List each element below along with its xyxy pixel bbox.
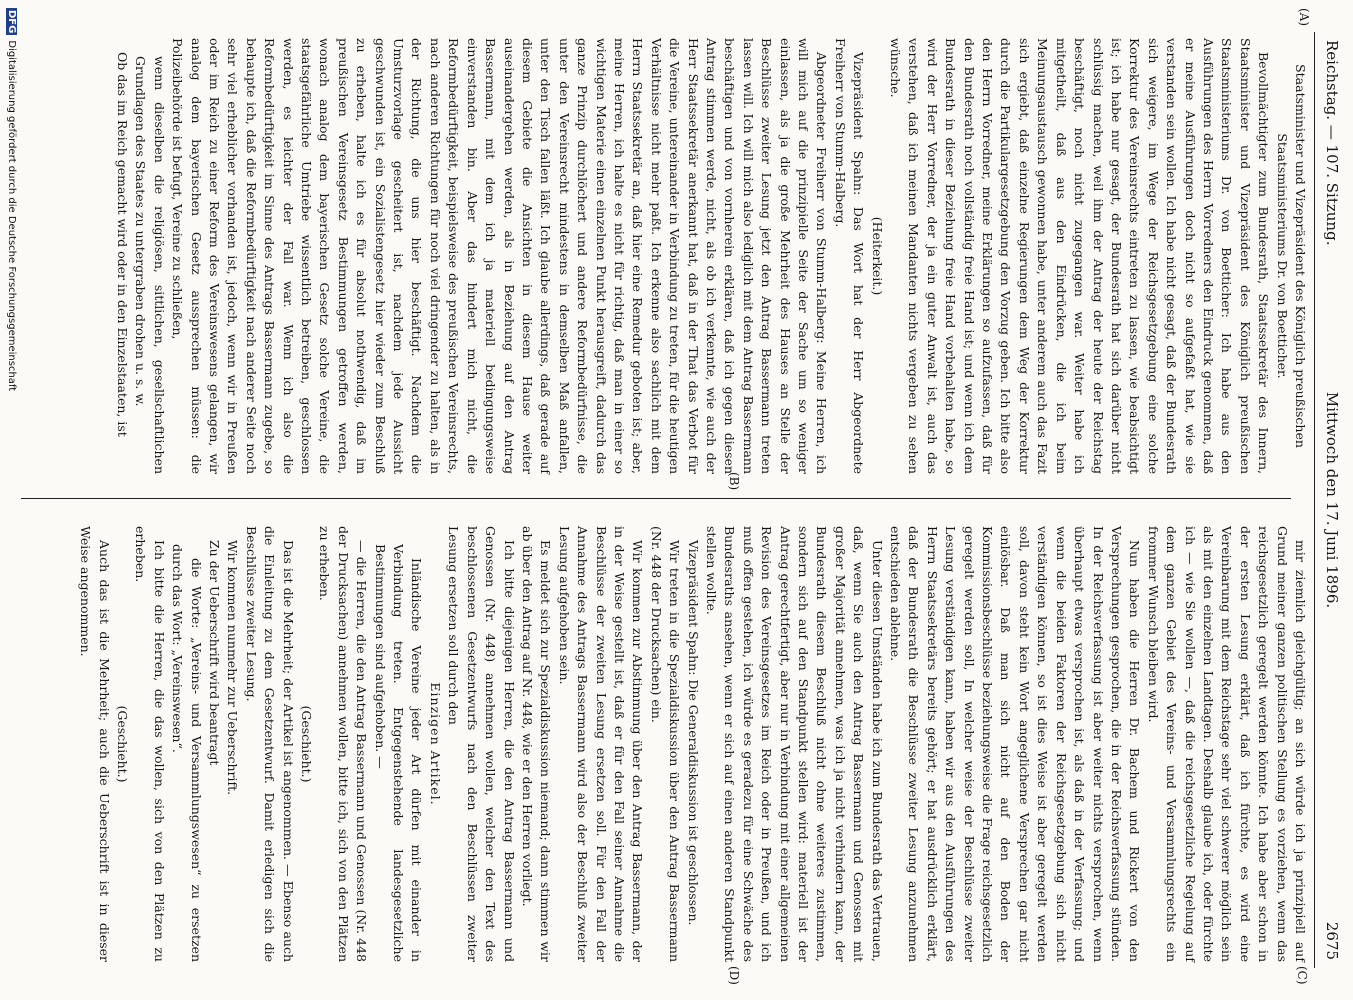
paragraph: Wir treten in die Spezialdiskussion über den Antrag Bassermann (Nr. 448 der Drucksachen) ein. [648, 526, 683, 962]
running-header [1317, 40, 1343, 960]
article-heading: Einzigen Artikel. [427, 682, 443, 806]
funding-footer [3, 8, 17, 988]
paragraph: — die Herren, die den Antrag Bassermann und Genossen (Nr. 448 der Drucksachen) annehmen wollen, bitte ich, sich von den Plätzen zu erheben. [317, 526, 370, 962]
paragraph: Wir kommen zur Abstimmung über den Antrag Bassermann, der in der Weise gestellt ist, daß er für den Fall seiner Annahme die Beschlüsse der zweiten Lesung ersetzen soll. Für den Fall der Annahme des Antrags Bassermann wird also der Beschluß zweiter Lesung aufgehoben sein. [556, 526, 646, 962]
quoted-clause: wenn dieselben die religiösen, sittlichen, gesellschaftlichen Grundlagen des Staates zu untergraben drohen u. s. w. [133, 56, 167, 474]
paragraph: Auch das ist die Mehrheit; auch die Ueberschrift ist in dieser Weise angenommen. [78, 526, 112, 962]
interjection: (Geschieht.) [299, 705, 315, 783]
paragraph: Ich bitte diejenigen Herren, die den Antrag Bassermann und Genossen (Nr. 448) annehmen wollen, welcher den Text des beschlossenen Gesetzentwurfs nach den Beschlüssen zweiter Lesung ersetzen soll durch den [446, 526, 517, 962]
margin-letter-b: (B) [727, 472, 741, 491]
header-rule [1314, 32, 1315, 968]
margin-letter-c: (C) [1295, 966, 1309, 985]
paragraph: Wir kommen nunmehr zur Ueberschrift. [225, 540, 241, 796]
quoted-clause: die Worte: „Vereins- und Versammlungswesen“ zu ersetzen durch das Wort: „Vereinswesen“. [170, 544, 204, 962]
article-text: Inländische Vereine jeder Art dürfen mit einander in Verbindung treten. Entgegenstehende landesgesetzliche Bestimmungen sind aufgehoben. — [372, 544, 425, 962]
page-number: 2675 [1323, 921, 1341, 960]
header-title: Reichstag. — 107. Sitzung. [1323, 40, 1341, 246]
paragraph: mir ziemlich gleichgültig; an sich würde ich ja prinzipiell auf Grund meiner ganzen politischen Stellung es vorziehen, wenn das reichsgesetzlich geregelt werden könnte. Ich habe aber schon in der ersten Lesung erklärt, daß ich fürchte, es wird eine Vereinbarung mit dem Reichstage sehr viel schwerer möglich sein als mit den einzelnen Landtagen. Deshalb glaube ich, oder fürchte ich — wie Sie wollen —, daß die reichsgesetzliche Regelung auf dem ganzen Gebiet des Vereins- und Versammlungsrechts ein frommer Wunsch bleiben wird. [1145, 526, 1308, 962]
paragraph: Ich bitte die Herren, die das wollen, sich von den Plätzen zu erheben. [133, 526, 167, 962]
margin-letter-d: (D) [727, 966, 741, 985]
paragraph: Vizepräsident Spahn: Das Wort hat der Herr Abgeordnete Freiherr von Stumm-Halberg. [832, 38, 867, 474]
column-divider [21, 498, 1291, 499]
paragraph: Unter diesen Umständen habe ich zum Bundesrath das Vertrauen, daß, wenn Sie auch den Antrag Bassermann und Genossen mit großer Majorität annehmen, was ich ja nicht verhindern kann, der Bundesrath diesem Beschluß nicht ohne weiteres zustimmen, sondern sich auf den Standpunkt stellen wird: materiell ist der Antrag gerechtfertigt, aber nur in Verbindung mit einer allgemeinen Revision des Vereinsgesetzes im Reich oder in Preußen, und ich muß offen gestehen, ich würde es geradezu für eine Schwäche des Bundesraths ansehen, wenn er sich auf einen anderen Standpunkt stellen wollte. [704, 526, 885, 962]
header-date: Mittwoch den 17. Juni 1896. [1323, 391, 1341, 609]
right-column [76, 526, 1309, 962]
left-column [113, 38, 1309, 474]
paragraph: Vizepräsident Spahn: Die Generaldiskussion ist geschlossen. [685, 540, 701, 926]
paragraph: Ob das im Reich gemacht wird oder in den Einzelstaaten, ist [115, 52, 130, 437]
margin-letter-a: (A) [1297, 8, 1311, 27]
paragraph: Abgeordneter Freiherr von Stumm-Halberg: Meine Herren, ich will mich auf die prinzipielle Seite der Sache um so weniger einlassen, als ja die große Mehrheit des Hauses an Stelle der Beschlüsse zweiter Lesung jetzt den Antrag Bassermann treten lassen will. Ich will mich also lediglich mit dem Antrag Bassermann beschäftigen und von vornherein erklären, daß ich gegen diesen Antrag stimmen werde, nicht, als ob ich verkennte, wie auch der Herr Staatssekretär anerkannt hat, daß in der That das Verbot für die Vereine, untereinander in Verbindung zu treten, für die heutigen Verhältnisse nicht mehr paßt. Ich erkenne also sachlich mit dem Herrn Staatssekretär an, daß hier eine Remedur geboten ist; aber, meine Herren, ich halte es nicht für richtig, daß man in einer so wichtigen Materie einen einzelnen Punkt herausgreift, dadurch das ganze Prinzip durchlöchert und andere Reformbedürfnisse, die unter den Vereinsrecht mindestens in demselben Maß anfallen, unter den Tisch fallen läßt. Ich glaube allerdings, daß gerade auf diesem Gebiete die Ansichten in diesem Hause weiter auseinandergehen werden, als in Beziehung auf den Antrag Bassermann, mit dem ich ja materiell bedingungsweise einverstanden bin. Aber das hindert mich nicht, die Reformbedürftigkeit, beispielsweise des preußischen Vereinsrechts, nach anderen Richtungen für noch viel dringender zu halten, als in der Richtung, die uns hier beschäftigt. Nachdem die Umsturzvorlage gescheitert ist, nachdem jede Aussicht geschwunden ist, ein Sozialistengesetz hier wieder zum Beschluß zu erheben, halte ich es für absolut nothwendig, daß im preußischen Vereinsgesetz Bestimmungen getroffen werden, wonach analog dem bayerischen Gesetz solche Vereine, die staatsgefährliche Umtriebe wissentlich betreiben, geschlossen werden, es leichter der Fall war. Wenn ich also die Reformbedürftigkeit im Sinne des Antrags Bassermann zugebe, so behaupte ich, daß die Reformbedürftigkeit nach anderer Seite noch sehr viel erheblicher vorhanden ist, jedoch, wenn wir in Preußen oder im Reich zu einer Reform des Vereinswesens gelangen, wir analog dem bayerischen Gesetz aussprechen müssen: die Polizeibehörde ist befugt, Vereine zu schließen, [170, 38, 830, 474]
paragraph: Zu der Ueberschrift wird beantragt [207, 540, 223, 766]
paragraph: Bevollmächtigter zum Bundesrath, Staatssekretär des Innern, Staatsminister und Vizepräsident des Königlich preußischen Staatsministeriums Dr. von Boetticher: Ich habe aus den Ausführungen des Herrn Vorredners den Eindruck genommen, daß er meine Ausführungen doch nicht so aufgefaßt hat, wie sie verstanden sein wollen. Ich habe nicht gesagt, daß der Bundesrath sich weigere, im Wege der Reichsgesetzgebung eine solche Korrektur des Vereinsrechts eintreten zu lassen, wie beabsichtigt ist; ich habe nur gesagt, der Bundesrath hat sich darüber nicht schlüssig machen, weil ihm der Antrag der heute der Reichstag beschäftigt, noch nicht zugegangen war. Weiter habe ich mitgetheilt, daß aus den Eindrücken, die ich beim Meinungsaustausch gewonnen habe, unter anderem auch das Fazit sich ergiebt, daß einzelne Regierungen dem Weg der Korrektur durch die Partikulargesetzgebung den Vorzug geben. Ich bitte also den Herrn Vorredner, meine Erklärungen so aufzufassen, daß für den Bundesrath noch vollständig freie Hand ist; und wenn ich dem Bundesrath in dieser Beziehung freie Hand vorbehalten habe, so wird der Herr Vorredner, der ja ein guter Anwalt ist, auch das verstehen, daß ich meinen Mandanten nichts vergeben zu sehen wünsche. [888, 38, 1272, 474]
paragraph: Es meldet sich zur Spezialdiskussion niemand; dann stimmen wir ab über den Antrag auf Nr. 448, wie er den Herren vorliegt. [519, 526, 554, 962]
interjection: (Heiterkeit.) [869, 216, 885, 296]
paragraph: Das ist die Mehrheit; der Artikel ist angenommen. — Ebenso auch die Einleitung zu dem Gesetzentwurf. Damit erledigen sich die Beschlüsse zweiter Lesung. [243, 526, 296, 962]
funding-note: Digitalisierung gefördert durch die Deutsche Forschungsgemeinschaft [6, 40, 17, 392]
paragraph: Nun haben die Herren Dr. Bachem und Rickert von den Versprechungen gesprochen, die in der Reichsverfassung stünden. In der Reichsverfassung ist aber weiter nichts versprochen, wenn überhaupt etwas versprochen ist, als daß in der Verfassung; und wenn die beiden Faktoren der Reichsgesetzgebung sich nicht verständigen können, so ist dies Weise ist aber geregelt werden soll, davon steht kein Wort angeglichene Versprechen gar nicht einlösbar. Daß man sich nicht auf den Boden der Kommissionsbeschlüsse beziehungsweise die Frage reichsgesetzlich geregelt werden soll, In welcher weise der Beschlüsse zweiter Lesung verständigen kann, haben wir aus den Ausführungen des Herrn Staatssekretärs bereits gehört; er hat ausdrücklich erklärt, daß der Bundesrath die Beschlüsse zweiter Lesung anzunehmen entschieden ablehne. [888, 526, 1143, 962]
dfg-logo: DFG [6, 10, 17, 34]
speaker-caption: Staatsminister und Vizepräsident des Königlich preußischen Staatsministeriums Dr. von Boetticher. [1274, 64, 1308, 448]
interjection: (Geschieht.) [115, 705, 130, 783]
